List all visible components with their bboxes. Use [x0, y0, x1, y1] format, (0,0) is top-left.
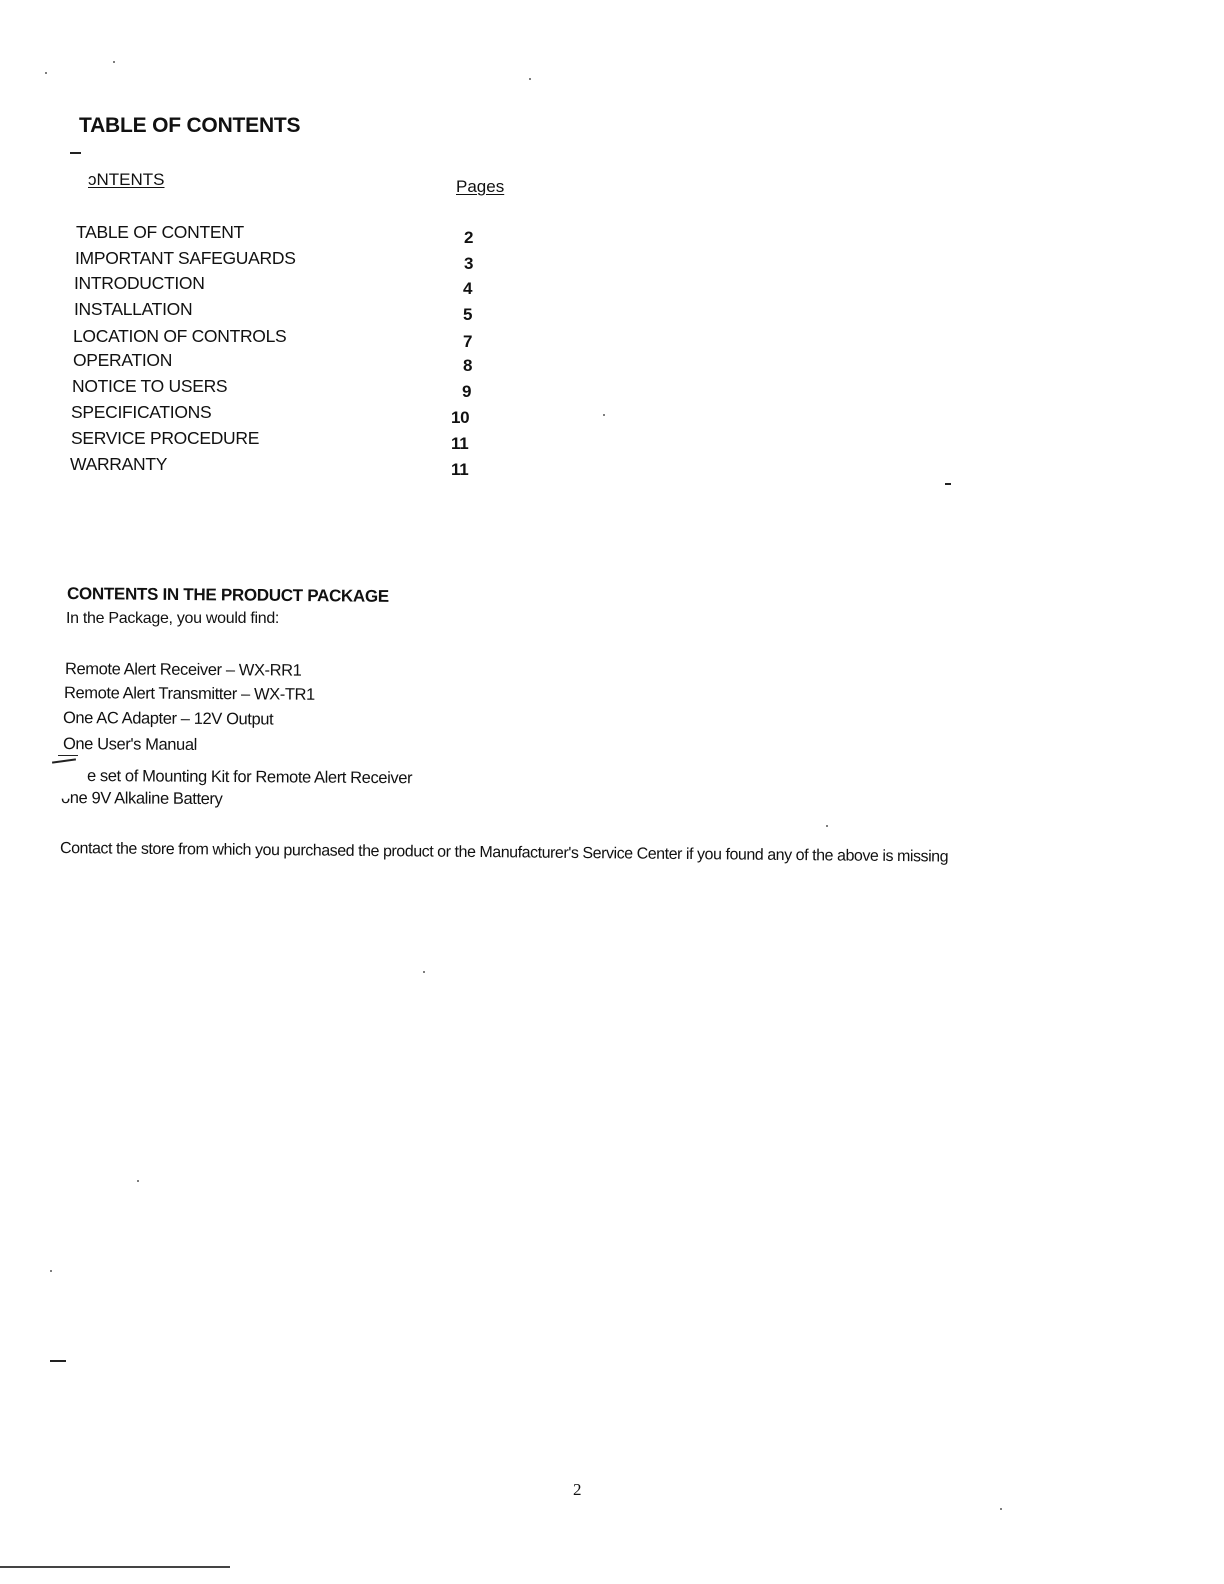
scan-speck [137, 1180, 139, 1182]
scan-edge-line [0, 1566, 230, 1568]
toc-entry-page: 11 [451, 434, 469, 453]
package-item: One AC Adapter – 12V Output [62, 709, 274, 729]
toc-row [0, 299, 560, 323]
toc-title: TABLE OF CONTENTS [79, 114, 301, 137]
toc-entry-page: 9 [462, 382, 472, 401]
toc-entry-page: 4 [463, 279, 473, 298]
scan-speck [826, 825, 828, 827]
scan-speck [423, 971, 425, 973]
toc-entry-label: TABLE OF CONTENT [76, 222, 244, 242]
package-item: Remote Alert Receiver – WX-RR1 [64, 660, 302, 680]
package-item: One User's Manual [62, 735, 197, 754]
toc-entry-label: INTRODUCTION [74, 273, 205, 293]
page-number: 2 [573, 1480, 582, 1499]
package-item: e set of Mounting Kit for Remote Alert Receiver [86, 767, 413, 788]
toc-row [0, 428, 560, 452]
toc-entry-label: NOTICE TO USERS [72, 376, 228, 396]
toc-row [0, 402, 560, 426]
toc-entry-label: IMPORTANT SAFEGUARDS [75, 248, 296, 268]
toc-row [0, 326, 560, 350]
toc-entry-page: 8 [463, 356, 473, 375]
toc-entry-page: 11 [451, 460, 469, 479]
toc-entry-page: 10 [451, 408, 470, 427]
scan-speck [603, 414, 605, 416]
toc-pages-header: Pages [456, 177, 505, 196]
package-title: CONTENTS IN THE PRODUCT PACKAGE [66, 584, 389, 606]
toc-entry-page: 5 [463, 305, 473, 324]
toc-contents-header: ᴐNTENTS [88, 170, 165, 189]
toc-entry-label: INSTALLATION [74, 299, 193, 319]
toc-row [0, 248, 560, 272]
toc-entry-label: SERVICE PROCEDURE [71, 428, 260, 448]
scan-mark [945, 483, 951, 485]
toc-entry-label: LOCATION OF CONTROLS [73, 326, 287, 346]
toc-entry-page: 2 [464, 228, 474, 247]
missing-items-note: Contact the store from which you purchased the product or the Manufacturer's Service Center if you found any of the above is missing [59, 840, 949, 866]
toc-row [0, 376, 560, 400]
toc-entry-label: WARRANTY [70, 454, 168, 474]
toc-row [0, 273, 560, 297]
toc-entry-page: 7 [463, 332, 473, 351]
package-intro: In the Package, you would find: [66, 610, 280, 627]
scan-mark [58, 755, 78, 756]
scan-mark [50, 1360, 66, 1362]
scan-speck [45, 72, 47, 74]
scan-speck [1000, 1508, 1002, 1510]
toc-row [0, 454, 560, 478]
toc-row [0, 350, 560, 374]
scan-speck [529, 78, 531, 80]
toc-row [0, 222, 560, 246]
scan-mark [52, 758, 76, 763]
toc-entry-label: SPECIFICATIONS [71, 402, 212, 422]
toc-entry-page: 3 [464, 254, 474, 273]
scan-speck [113, 61, 115, 63]
toc-entry-label: OPERATION [73, 350, 173, 370]
scan-mark [70, 152, 81, 154]
scan-speck [50, 1270, 52, 1272]
package-item: Remote Alert Transmitter – WX-TR1 [63, 684, 315, 704]
package-item: ᴗne 9V Alkaline Battery [60, 789, 223, 809]
